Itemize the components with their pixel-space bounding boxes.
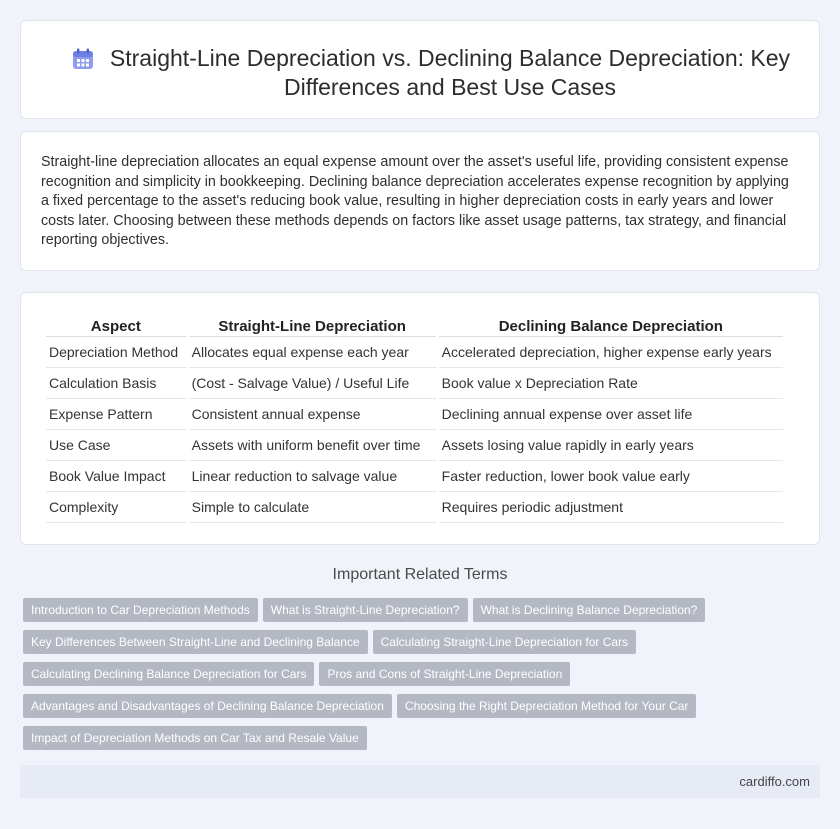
table-header-row: [46, 315, 783, 337]
table-cell: Consistent annual expense: [189, 399, 436, 430]
footer: [20, 765, 820, 798]
table-cell: Book Value Impact: [46, 461, 186, 492]
related-term-tag[interactable]: Introduction to Car Depreciation Methods: [23, 598, 258, 622]
header-declining-balance: Declining Balance Depreciation: [439, 315, 783, 337]
related-term-tag[interactable]: Pros and Cons of Straight-Line Depreciation: [319, 662, 570, 686]
table-row: [46, 492, 783, 523]
table-row: [46, 399, 783, 430]
table-cell: Assets losing value rapidly in early years: [439, 430, 783, 461]
table-cell: Linear reduction to salvage value: [189, 461, 436, 492]
intro-paragraph: Straight-line depreciation allocates an equal expense amount over the asset's useful life, providing consistent expense recognition and simplicity in bookkeeping. Declining balance depreciation accelerates expense recognition by applying a fixed percentage to the asset's reducing book value, resulting in higher depreciation costs in early years and lower costs later. Choosing between these methods depends on factors like asset usage patterns, tax strategy, and financial reporting objectives.: [41, 154, 789, 249]
table-cell: Book value x Depreciation Rate: [439, 368, 783, 399]
related-terms-list: [23, 598, 723, 758]
table-cell: Accelerated depreciation, higher expense early years: [439, 337, 783, 368]
tag-row: [23, 598, 723, 630]
related-term-tag[interactable]: Calculating Declining Balance Depreciation for Cars: [23, 662, 314, 686]
footer-site-name: cardiffo.com: [739, 774, 810, 789]
tag-row: [23, 726, 723, 758]
intro-card: [20, 131, 820, 271]
comparison-table: [43, 315, 786, 523]
page-title: Straight-Line Depreciation vs. Declining Balance Depreciation: Key Differences and Best Use Cases: [109, 45, 791, 100]
table-cell: Assets with uniform benefit over time: [189, 430, 436, 461]
table-cell: Requires periodic adjustment: [439, 492, 783, 523]
related-term-tag[interactable]: Advantages and Disadvantages of Declining Balance Depreciation: [23, 694, 392, 718]
table-cell: Use Case: [46, 430, 186, 461]
table-cell: Allocates equal expense each year: [189, 337, 436, 368]
table-cell: Declining annual expense over asset life: [439, 399, 783, 430]
table-cell: Simple to calculate: [189, 492, 436, 523]
table-cell: Faster reduction, lower book value early: [439, 461, 783, 492]
related-term-tag[interactable]: Calculating Straight-Line Depreciation for Cars: [373, 630, 636, 654]
related-terms-title: Important Related Terms: [332, 566, 508, 583]
table-row: [46, 368, 783, 399]
table-cell: (Cost - Salvage Value) / Useful Life: [189, 368, 436, 399]
header-straight-line: Straight-Line Depreciation: [189, 315, 436, 337]
table-row: [46, 337, 783, 368]
related-term-tag[interactable]: What is Straight-Line Depreciation?: [263, 598, 468, 622]
related-term-tag[interactable]: Choosing the Right Depreciation Method for Your Car: [397, 694, 697, 718]
table-cell: Expense Pattern: [46, 399, 186, 430]
table-row: [46, 461, 783, 492]
header-aspect: Aspect: [46, 315, 186, 337]
related-term-tag[interactable]: Key Differences Between Straight-Line and Declining Balance: [23, 630, 368, 654]
table-cell: Depreciation Method: [46, 337, 186, 368]
table-cell: Calculation Basis: [46, 368, 186, 399]
related-term-tag[interactable]: What is Declining Balance Depreciation?: [473, 598, 706, 622]
comparison-table-card: [20, 292, 820, 545]
tag-row: [23, 694, 723, 726]
header-card: [20, 20, 820, 119]
tag-row: [23, 630, 723, 662]
related-term-tag[interactable]: Impact of Depreciation Methods on Car Tax and Resale Value: [23, 726, 367, 750]
table-cell: Complexity: [46, 492, 186, 523]
tag-row: [23, 662, 723, 694]
table-row: [46, 430, 783, 461]
